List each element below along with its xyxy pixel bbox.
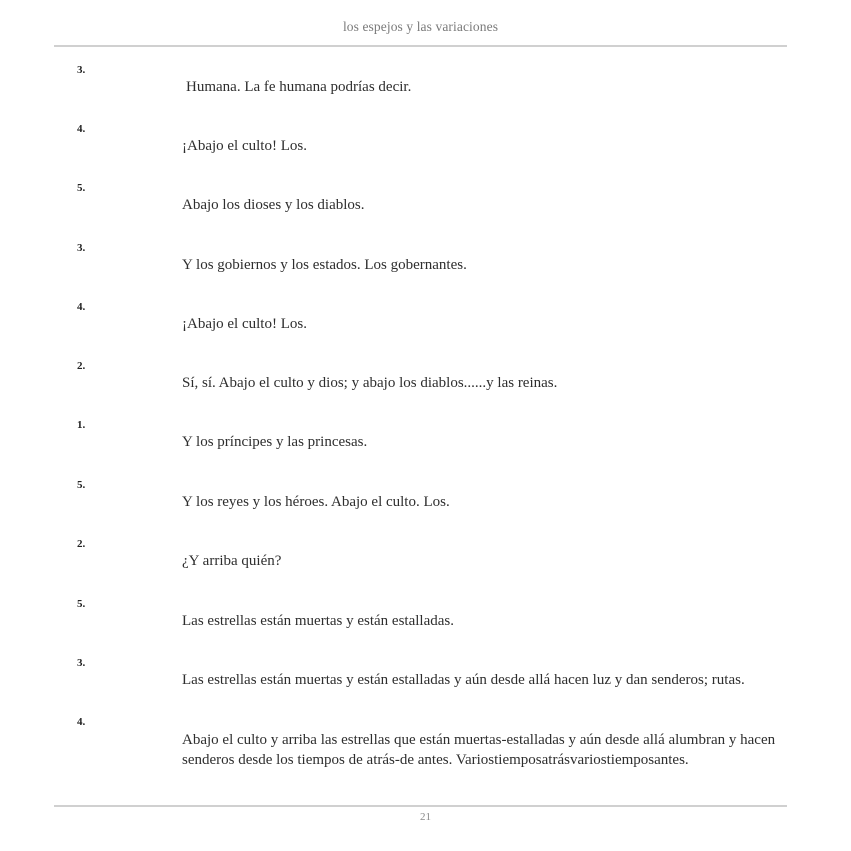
stanza-number: 4. (77, 123, 86, 135)
stanza-text: ¿Y arriba quién? (182, 553, 282, 569)
stanza-number: 5. (77, 598, 86, 610)
stanza-text: Y los gobiernos y los estados. Los gobernantes. (182, 257, 467, 273)
stanza-text: Las estrellas están muertas y están estalladas. (182, 613, 454, 629)
stanza-number: 1. (77, 419, 86, 431)
stanza-text: Abajo los dioses y los diablos. (182, 197, 365, 213)
stanza-text: Las estrellas están muertas y están estalladas y aún desde allá hacen luz y dan senderos; rutas. (182, 672, 745, 688)
stanza-text: ¡Abajo el culto! Los. (182, 316, 307, 332)
stanza-number: 5. (77, 182, 86, 194)
stanza-text: Abajo el culto y arriba las estrellas que están muertas-estalladas y aún desde allá alumbran y hacen senderos desde los tiempos de atrás-de antes. Variostiemposatrásvariostiemposantes. (182, 732, 776, 768)
stanza-text: Sí, sí. Abajo el culto y dios; y abajo los diablos......y las reinas. (182, 375, 558, 391)
stanza-number: 2. (77, 538, 86, 550)
stanza-text: ¡Abajo el culto! Los. (182, 138, 307, 154)
stanza-text: Humana. La fe humana podrías decir. (186, 79, 412, 95)
stanza-number: 4. (77, 716, 86, 728)
stanza-number: 4. (77, 301, 86, 313)
stanza-text: Y los reyes y los héroes. Abajo el culto. Los. (182, 494, 450, 510)
stanza-text: Y los príncipes y las princesas. (182, 434, 368, 450)
page-number: 21 (420, 811, 431, 823)
bottom-rule (54, 805, 787, 807)
running-title: los espejos y las variaciones (342, 19, 499, 34)
stanza-number: 2. (77, 360, 86, 372)
stanza-number: 5. (77, 479, 86, 491)
stanza-number: 3. (77, 64, 86, 76)
stanza-number: 3. (77, 242, 86, 254)
stanza-number: 3. (77, 657, 86, 669)
top-rule (54, 45, 787, 47)
